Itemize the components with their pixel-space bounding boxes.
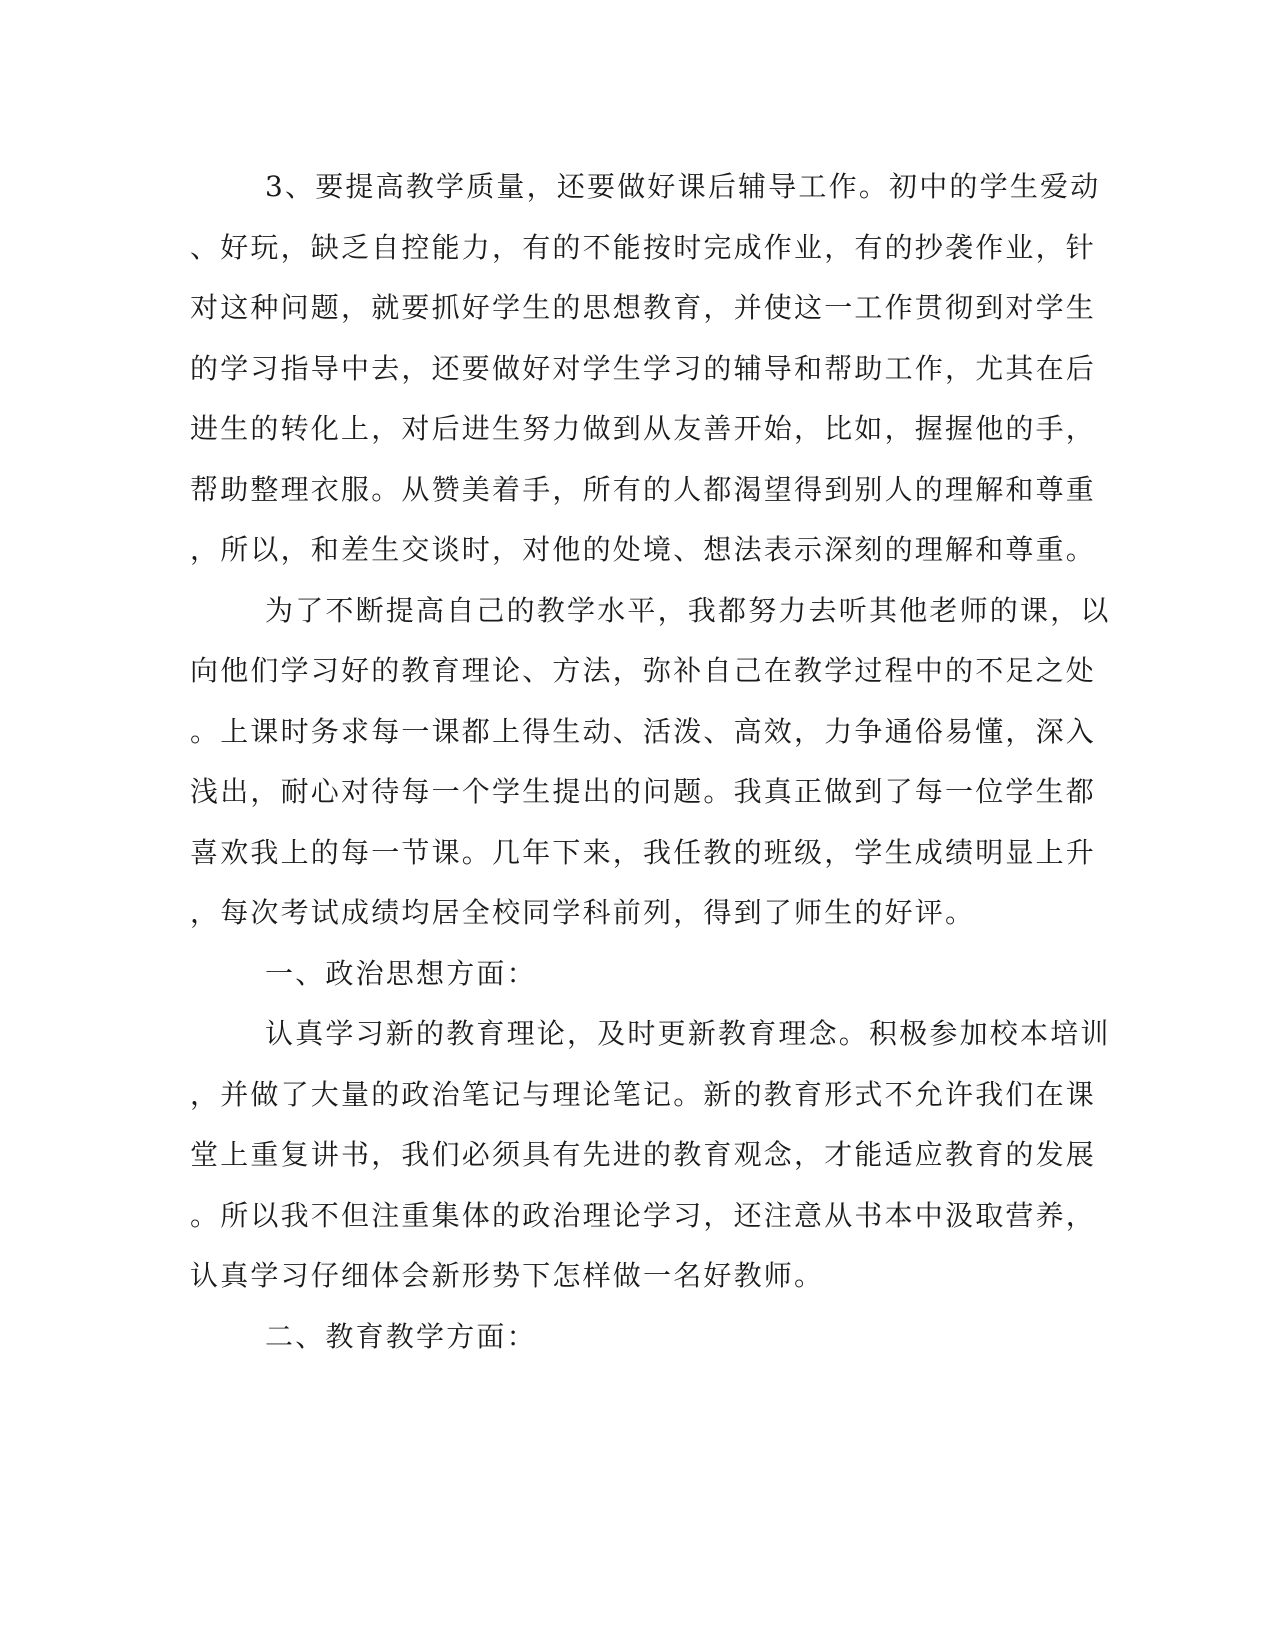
paragraph-tutoring	[190, 157, 1101, 581]
text-line: 对这种问题，就要抓好学生的思想教育，并使这一工作贯彻到对学生	[190, 291, 1097, 324]
text-line: 认真学习新的教育理论，及时更新教育理念。积极参加校本培训	[265, 1017, 1111, 1050]
text-line: 3、要提高教学质量，还要做好课后辅导工作。初中的学生爱动	[265, 170, 1101, 203]
text-line: ，并做了大量的政治笔记与理论笔记。新的教育形式不允许我们在课	[190, 1077, 1097, 1111]
text-line: ，所以，和差生交谈时，对他的处境、想法表示深刻的理解和尊重。	[190, 533, 1097, 566]
text-line: 帮助整理衣服。从赞美着手，所有的人都渴望得到别人的理解和尊重	[190, 472, 1097, 506]
text-line: 向他们学习好的教育理论、方法，弥补自己在教学过程中的不足之处	[190, 654, 1097, 687]
text-line: 。所以我不但注重集体的政治理论学习，还注意从书本中汲取营养，	[190, 1198, 1097, 1232]
text-line: 进生的转化上，对后进生努力做到从友善开始，比如，握握他的手，	[190, 412, 1097, 445]
paragraph-politics	[190, 1004, 1111, 1307]
document-body	[190, 157, 1111, 1367]
heading-line: 二、教育教学方面：	[265, 1319, 537, 1353]
section-heading-education	[190, 1307, 1075, 1368]
text-line: 。上课时务求每一课都上得生动、活泼、高效，力争通俗易懂，深入	[190, 714, 1097, 748]
heading-line: 一、政治思想方面：	[265, 956, 537, 990]
text-line: 堂上重复讲书，我们必须具有先进的教育观念，才能适应教育的发展	[190, 1138, 1097, 1171]
section-heading-politics	[190, 944, 1075, 1005]
text-line: 、好玩，缺乏自控能力，有的不能按时完成作业，有的抄袭作业，针	[190, 230, 1097, 264]
paragraph-teaching-level	[190, 581, 1111, 944]
text-line: 的学习指导中去，还要做好对学生学习的辅导和帮助工作，尤其在后	[190, 351, 1097, 385]
text-line: 浅出，耐心对待每一个学生提出的问题。我真正做到了每一位学生都	[190, 775, 1097, 808]
text-line: 喜欢我上的每一节课。几年下来，我任教的班级，学生成绩明显上升	[190, 835, 1097, 869]
text-line: 为了不断提高自己的教学水平，我都努力去听其他老师的课，以	[265, 593, 1111, 627]
text-line: ，每次考试成绩均居全校同学科前列，得到了师生的好评。	[190, 896, 976, 929]
text-line: 认真学习仔细体会新形势下怎样做一名好教师。	[190, 1259, 825, 1292]
